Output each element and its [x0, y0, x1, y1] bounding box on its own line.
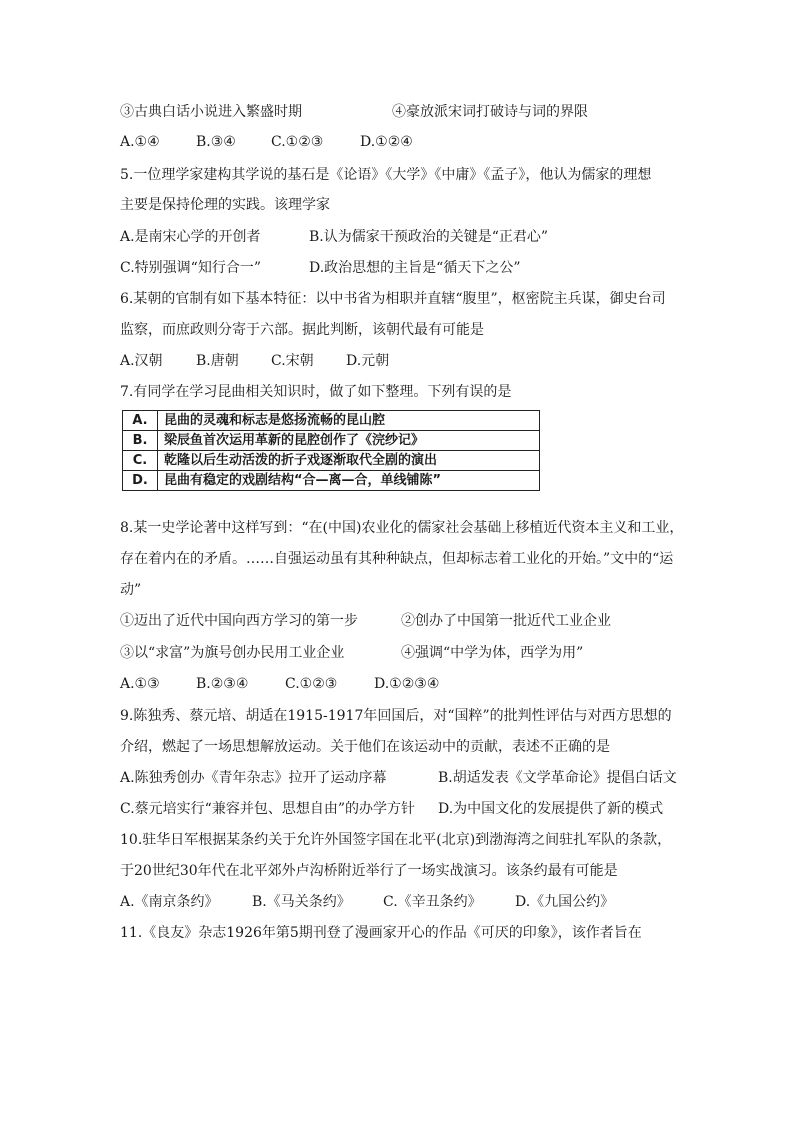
q8-option-b: B.②③④ — [196, 676, 249, 692]
q10-stem-line-1: 10.驻华日军根据某条约关于允许外国签字国在北平(北京)到渤海湾之间驻扎军队的条款， — [120, 832, 672, 848]
q10-option-a: A.《南京条约》 — [120, 894, 219, 910]
row-text: 乾隆以后生动活泼的折子戏逐渐取代全剧的演出 — [158, 451, 540, 471]
table-row — [123, 471, 540, 491]
q7-kunqu-table — [122, 410, 540, 491]
q6-option-b: B.唐朝 — [196, 353, 239, 369]
table-row — [123, 451, 540, 471]
q9-option-a: A.陈独秀创办《青年杂志》拉开了运动序幕 — [120, 770, 387, 786]
q8-option-c: C.①②③ — [285, 676, 338, 692]
q9-stem-line-2: 介绍，燃起了一场思想解放运动。关于他们在该运动中的贡献，表述不正确的是 — [120, 739, 610, 755]
q7-stem: 7.有同学在学习昆曲相关知识时，做了如下整理。下列有误的是 — [120, 384, 512, 400]
q5-option-a: A.是南宋心学的开创者 — [120, 229, 261, 245]
row-text: 昆曲的灵魂和标志是悠扬流畅的昆山腔 — [158, 411, 540, 431]
q8-statement-4: ④强调“中学为体，西学为用” — [401, 645, 584, 661]
q9-stem-line-1: 9.陈独秀、蔡元培、胡适在1915-1917年回国后，对“国粹”的批判性评估与对西方思想的 — [120, 708, 672, 724]
q8-stem-line-3: 动” — [120, 582, 142, 598]
q4-option-a: A.①④ — [120, 134, 160, 150]
q10-stem-line-2: 于20世纪30年代在北平郊外卢沟桥附近举行了一场实战演习。该条约最有可能是 — [120, 863, 618, 879]
q5-option-c: C.特别强调“知行合一” — [120, 260, 261, 276]
row-key: B. — [123, 431, 158, 451]
q5-stem-line-1: 5.一位理学家建构其学说的基石是《论语》《大学》《中庸》《孟子》，他认为儒家的理想 — [120, 167, 652, 183]
q8-option-a: A.①③ — [120, 676, 160, 692]
q6-stem-line-2: 监察，而庶政则分寄于六部。据此判断，该朝代最有可能是 — [120, 322, 484, 338]
q5-stem-line-2: 主要是保持伦理的实践。该理学家 — [120, 197, 330, 213]
q4-option-c: C.①②③ — [271, 134, 324, 150]
table-row — [123, 411, 540, 431]
q8-option-d: D.①②③④ — [374, 676, 440, 692]
q8-statement-1: ①迈出了近代中国向西方学习的第一步 — [120, 613, 358, 629]
q4-option-d: D.①②④ — [360, 134, 413, 150]
table-row — [123, 431, 540, 451]
q11-stem-line-1: 11.《良友》杂志1926年第5期刊登了漫画家开心的作品《可厌的印象》，该作者旨在 — [120, 925, 642, 941]
row-text: 昆曲有稳定的戏剧结构“合—离—合，单线铺陈” — [158, 471, 540, 491]
q8-statement-2: ②创办了中国第一批近代工业企业 — [401, 613, 611, 629]
q10-option-b: B.《马关条约》 — [252, 894, 351, 910]
q4-option-b: B.③④ — [196, 134, 236, 150]
q4-statement-4: ④豪放派宋词打破诗与词的界限 — [392, 104, 588, 120]
q6-stem-line-1: 6.某朝的官制有如下基本特征：以中书省为相职并直辖“腹里”，枢密院主兵谋，御史台司 — [120, 291, 666, 307]
row-key: A. — [123, 411, 158, 431]
q5-option-b: B.认为儒家干预政治的关键是“正君心” — [309, 229, 549, 245]
row-key: D. — [123, 471, 158, 491]
q6-option-c: C.宋朝 — [271, 353, 314, 369]
q10-option-c: C.《辛丑条约》 — [383, 894, 482, 910]
q8-stem-line-1: 8.某一史学论著中这样写到：“在(中国)农业化的儒家社会基础上移植近代资本主义和工业， — [120, 520, 684, 536]
q4-statement-3: ③古典白话小说进入繁盛时期 — [120, 104, 302, 120]
q9-option-c: C.蔡元培实行“兼容并包、思想自由”的办学方针 — [120, 801, 415, 817]
row-key: C. — [123, 451, 158, 471]
q5-option-d: D.政治思想的主旨是“循天下之公” — [309, 260, 521, 276]
q8-statement-3: ③以“求富”为旗号创办民用工业企业 — [120, 645, 345, 661]
q10-option-d: D.《九国公约》 — [515, 894, 615, 910]
q6-option-a: A.汉朝 — [120, 353, 163, 369]
q9-option-b: B.胡适发表《文学革命论》提倡白话文 — [438, 770, 677, 786]
q6-option-d: D.元朝 — [346, 353, 390, 369]
row-text: 梁辰鱼首次运用革新的昆腔创作了《浣纱记》 — [158, 431, 540, 451]
q8-stem-line-2: 存在着内在的矛盾。……自强运动虽有其种种缺点，但却标志着工业化的开始。”文中的“运 — [120, 551, 674, 567]
q9-option-d: D.为中国文化的发展提供了新的模式 — [438, 801, 664, 817]
